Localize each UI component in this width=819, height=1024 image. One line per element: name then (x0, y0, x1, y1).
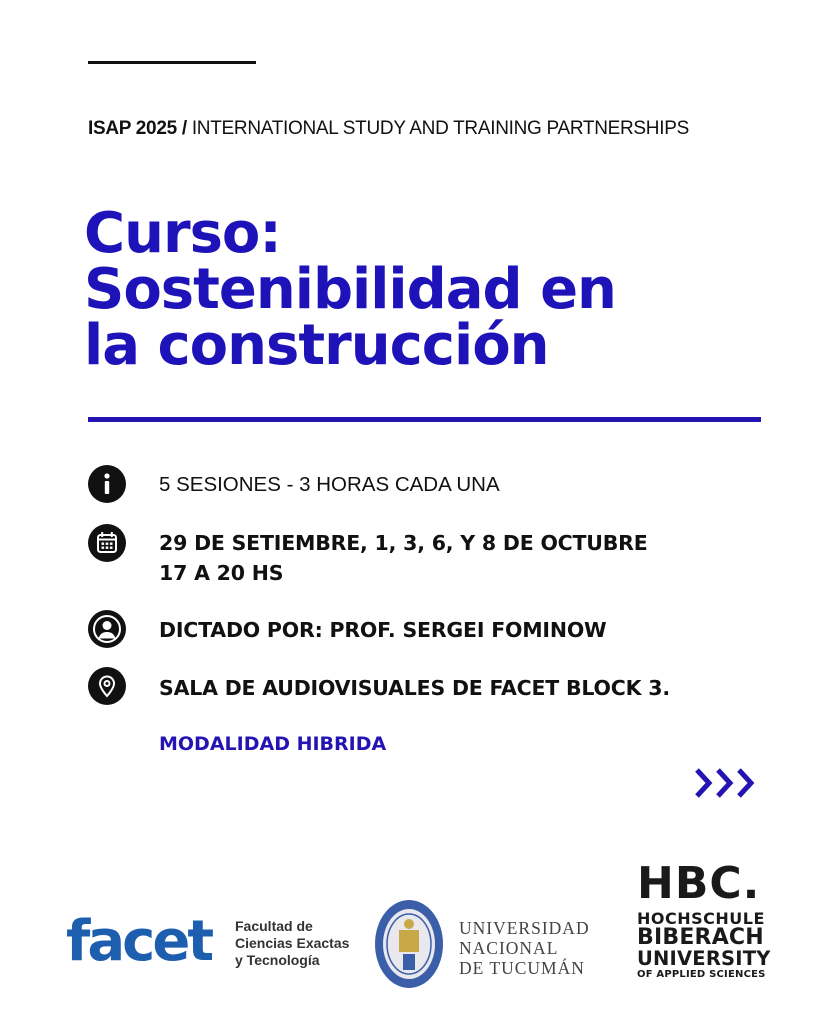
info-icon (88, 465, 126, 503)
location-text: SALA DE AUDIOVISUALES DE FACET BLOCK 3. (159, 676, 670, 700)
hbc-logo (637, 860, 771, 981)
course-title-line-2: Sostenibilidad en (84, 257, 616, 322)
course-title-line-1: Curso: (84, 201, 281, 266)
instructor-text: DICTADO POR: PROF. SERGEI FOMINOW (159, 618, 607, 642)
hbc-line-2: BIBERACH (637, 925, 764, 950)
program-separator: / (181, 118, 187, 139)
hbc-line-4: OF APPLIED SCIENCES (637, 969, 766, 980)
dates-text: 29 DE SETIEMBRE, 1, 3, 6, Y 8 DE OCTUBRE (159, 531, 648, 555)
facet-subtitle-line-3: y Tecnología (235, 952, 320, 968)
unt-name-line-3: DE TUCUMÁN (459, 958, 585, 978)
program-code: ISAP 2025 (88, 118, 177, 139)
course-title (84, 201, 804, 378)
program-header (88, 118, 689, 140)
accent-divider (88, 417, 761, 422)
top-divider (88, 61, 256, 64)
hbc-line-3: UNIVERSITY (637, 947, 771, 970)
course-title-line-3: la construcción (84, 313, 549, 378)
facet-logo: facet (66, 909, 212, 974)
hours-text: 17 A 20 HS (159, 561, 284, 585)
mode-text: MODALIDAD HIBRIDA (159, 733, 387, 755)
facet-subtitle-line-2: Ciencias Exactas (235, 935, 350, 951)
program-name: INTERNATIONAL STUDY AND TRAINING PARTNERSHIPS (191, 118, 689, 139)
hbc-wordmark: HBC. (637, 858, 761, 909)
unt-seal (373, 898, 445, 995)
sessions-text: 5 SESIONES - 3 HORAS CADA UNA (159, 473, 500, 496)
person-icon (88, 610, 126, 648)
facet-subtitle-line-1: Facultad de (235, 918, 313, 934)
unt-name (459, 918, 590, 978)
hbc-line-1: HOCHSCHULE (637, 909, 765, 928)
unt-name-line-2: NACIONAL (459, 938, 559, 958)
location-pin-icon (88, 667, 126, 705)
calendar-icon (88, 524, 126, 562)
unt-name-line-1: UNIVERSIDAD (459, 918, 590, 938)
triple-chevron-right-icon (694, 766, 762, 805)
facet-subtitle (235, 918, 349, 969)
